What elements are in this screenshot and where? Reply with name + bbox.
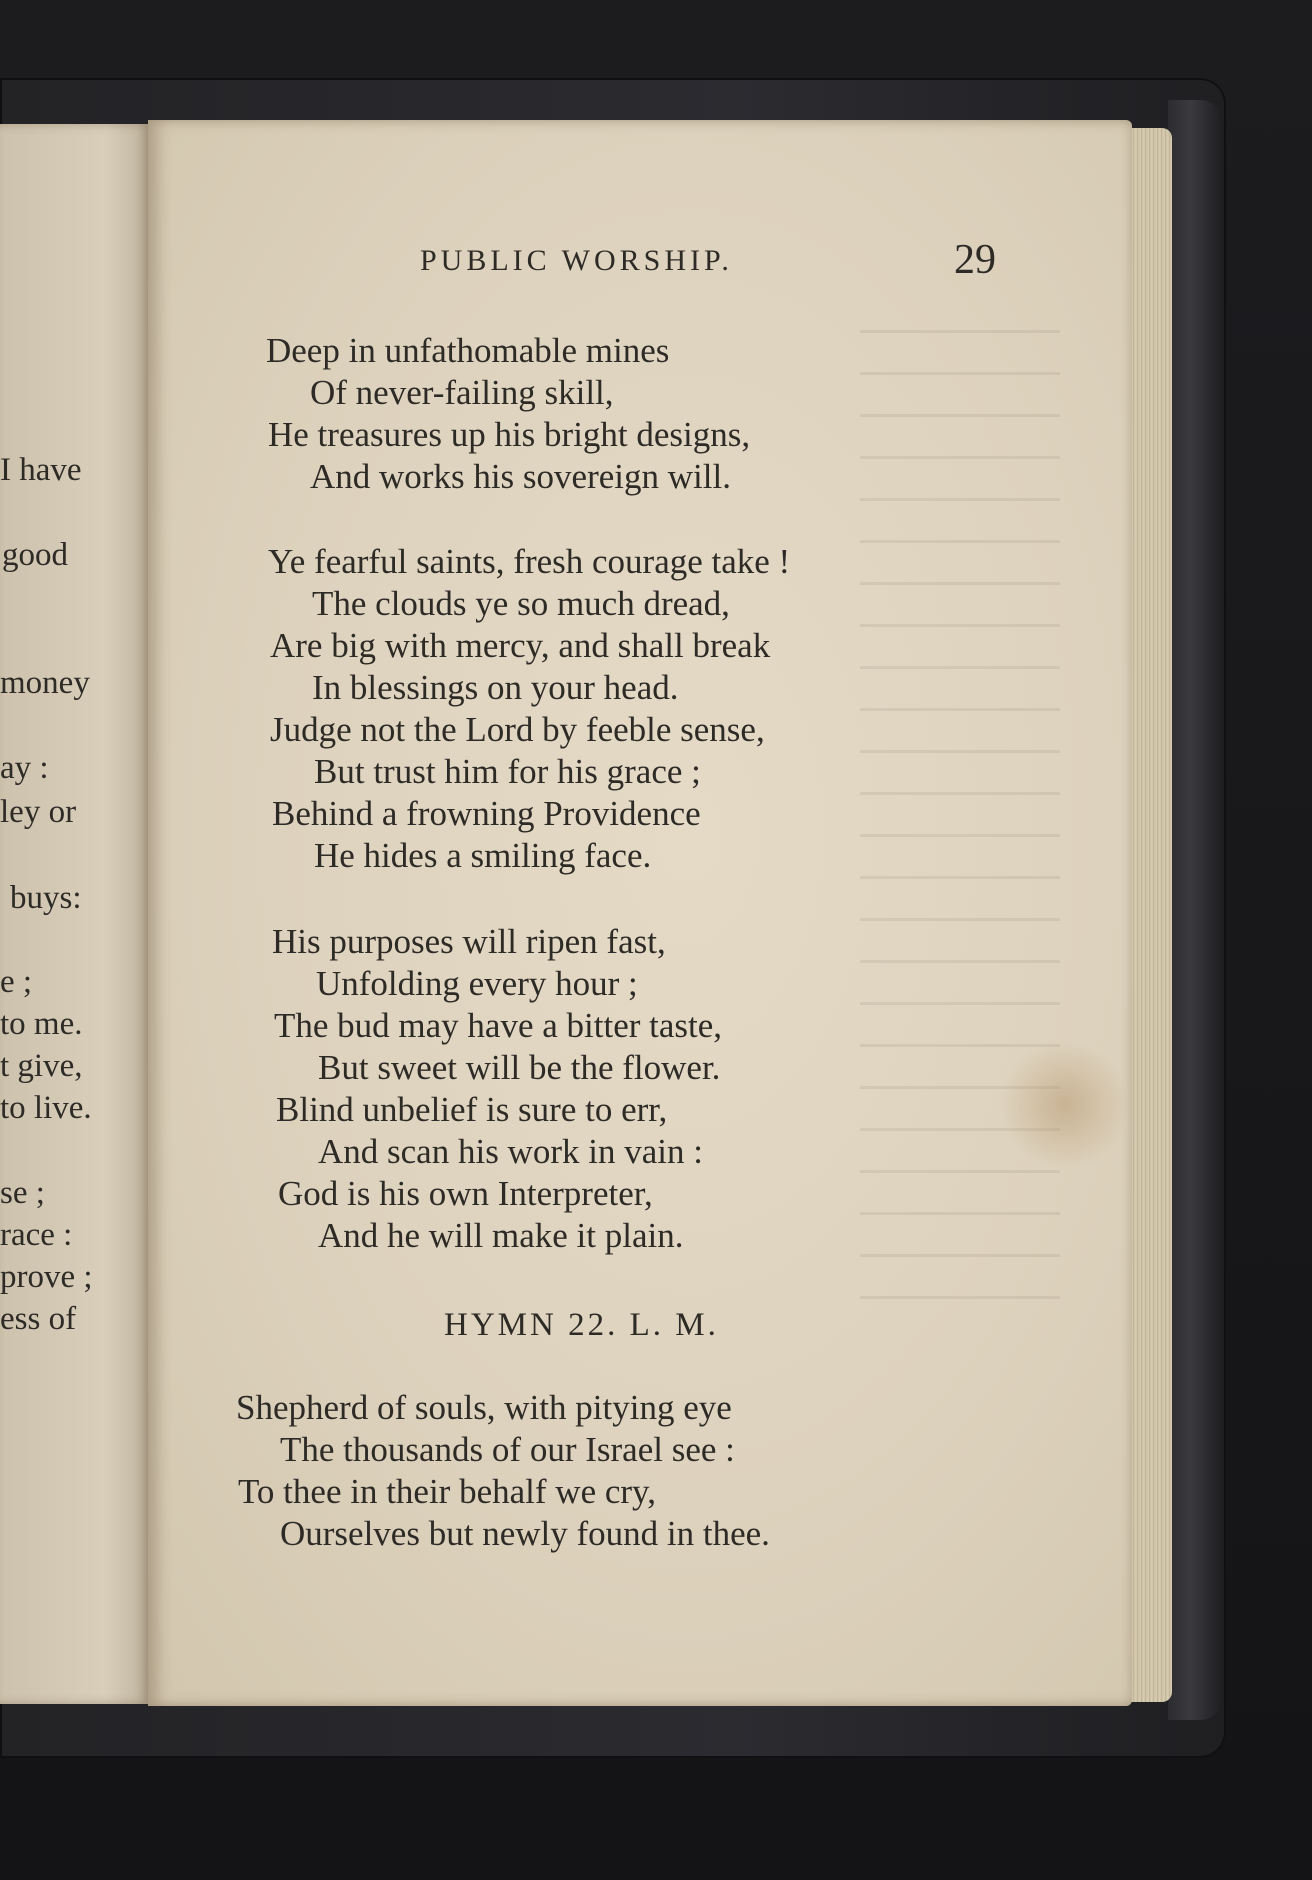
paper-stain (1000, 1040, 1130, 1170)
verse-line: Blind unbelief is sure to err, (276, 1090, 668, 1129)
verse-line: Deep in unfathomable mines (266, 331, 670, 370)
show-through (860, 330, 1060, 1330)
left-fragment: prove ; (0, 1259, 93, 1295)
left-fragment: e ; (0, 964, 33, 1000)
verse-line: The clouds ye so much dread, (312, 584, 730, 623)
cover-spine-edge (1168, 100, 1224, 1720)
verse-line: He hides a smiling face. (314, 836, 652, 875)
verse-line: Ye fearful saints, fresh courage take ! (268, 542, 791, 581)
left-page (0, 124, 150, 1704)
left-fragment: to me. (0, 1006, 83, 1042)
verse-line: In blessings on your head. (312, 668, 679, 707)
verse-line: But trust him for his grace ; (314, 752, 701, 791)
running-head: PUBLIC WORSHIP. (420, 244, 733, 277)
page-number: 29 (954, 237, 996, 283)
verse-line: Behind a frowning Providence (272, 794, 701, 833)
verse-line: To thee in their behalf we cry, (238, 1472, 657, 1511)
left-fragment: buys: (10, 880, 82, 916)
left-fragment: money (0, 665, 90, 701)
verse-line: Are big with mercy, and shall break (270, 626, 771, 665)
verse-line: Unfolding every hour ; (316, 964, 638, 1003)
left-fragment: to live. (0, 1090, 92, 1126)
left-fragment: t give, (0, 1048, 83, 1084)
left-fragment: ay : (0, 750, 49, 786)
left-fragment: ley or (0, 794, 77, 830)
verse-line: Judge not the Lord by feeble sense, (270, 710, 765, 749)
verse-line: Of never-failing skill, (310, 373, 614, 412)
verse-line: And he will make it plain. (318, 1216, 684, 1255)
verse-line: His purposes will ripen fast, (272, 922, 666, 961)
verse-line: The bud may have a bitter taste, (274, 1006, 723, 1045)
hymn-title: HYMN 22. L. M. (444, 1307, 719, 1343)
verse-line: God is his own Interpreter, (278, 1174, 653, 1213)
left-fragment: se ; (0, 1175, 45, 1211)
verse-line: And scan his work in vain : (318, 1132, 703, 1171)
verse-line: Ourselves but newly found in thee. (280, 1514, 770, 1553)
verse-line: The thousands of our Israel see : (280, 1430, 735, 1469)
verse-line: Shepherd of souls, with pitying eye (236, 1388, 732, 1427)
verse-line: He treasures up his bright designs, (268, 415, 751, 454)
verse-line: And works his sovereign will. (310, 457, 731, 496)
left-fragment: ess of (0, 1301, 77, 1337)
verse-line: But sweet will be the flower. (318, 1048, 721, 1087)
left-fragment: good (2, 537, 68, 573)
left-fragment: race : (0, 1217, 73, 1253)
left-fragment: I have (0, 452, 82, 488)
